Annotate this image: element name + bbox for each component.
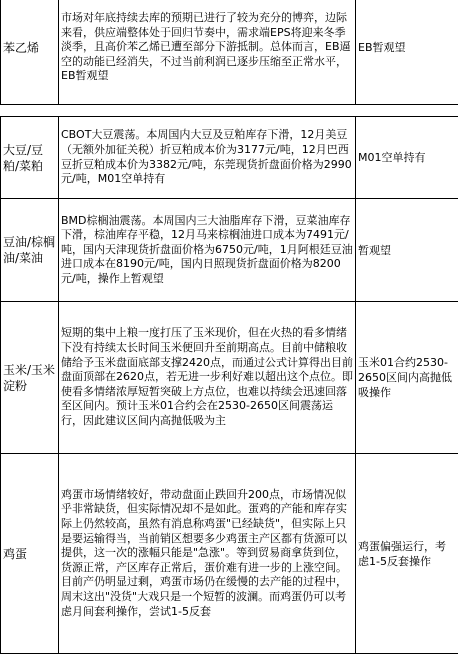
row-oils	[1, 199, 458, 302]
analysis-cell: BMD棕榈油震荡。本周国内三大油脂库存下滑，豆菜油库存下滑，棕油库存平稳，12月马来棕榈油进口成本为7491元/吨，国内天津现货折盘面价格为6750元/吨，1月阿根廷豆油进口成本在8190元/吨，国内日照现货折盘面价格为8200元/吨，操作上暂观望	[59, 199, 356, 302]
product-cell: 玉米/玉米淀粉	[1, 302, 59, 454]
analysis-cell: 市场对年底持续去库的预期已进行了较为充分的博弈，边际来看，供应端整体处于回归节奏中，需求端EPS将迎来冬季淡季，且高价苯乙烯已遭至部分下游抵制。总体而言，EB逼空的动能已经消失，不过当前利润已逐步压缩至正常水平，EB暂观望	[59, 0, 356, 105]
analysis-cell: CBOT大豆震荡。本周国内大豆及豆粕库存下滑，12月美豆（无额外加征关税）折豆粕成本价为3177元/吨，12月巴西豆折豆粕成本价为3382元/吨，东莞现货折盘面价格为2990元/吨，M01空单持有	[59, 117, 356, 199]
analysis-cell: 鸡蛋市场情绪较好，带动盘面止跌回升200点，市场情况似乎非常缺货，但实际情况却不是如此。蛋鸡的产能和库存实际上仍然较高，虽然有消息称鸡蛋"已经缺货"，但实际上只是要运输得当，当前销区想要多少鸡蛋主产区都有货源可以提供，这一次的涨幅只能是"急涨"。等到贸易商拿货到位，货源正常，产区库存正常后，蛋价难有进一步的上涨空间。目前产仍明显过剩，鸡蛋市场仍在缓慢的去产能的过程中，周末这出"没货"大戏只是一个短暂的波澜。而鸡蛋仍可以考虑月间套利操作，尝试1-5反套	[59, 454, 356, 654]
product-cell: 豆油/棕榈油/菜油	[1, 199, 59, 302]
strategy-cell: M01空单持有	[356, 117, 458, 199]
row-egg	[1, 454, 458, 654]
row-styrene	[0, 0, 458, 105]
row-soybean	[1, 117, 458, 199]
commodity-table	[0, 116, 458, 654]
product-cell: 鸡蛋	[1, 454, 59, 654]
product-cell: 大豆/豆粕/菜粕	[1, 117, 59, 199]
analysis-cell: 短期的集中上粮一度打压了玉米现价，但在火热的看多情绪下没有持续太长时间玉米便回升至前期高点。目前中储粮收储给予玉米盘面底部支撑2420点，而通过公式计算得出目前盘面顶部在2620点，若无进一步利好难以超出这个点位。即使看多情绪浓厚短暂突破上方点位，也难以持续会迅速回落至区间内。预计玉米01合约会在2530-2650区间震荡运行，因此建议区间内高抛低吸为主	[59, 302, 356, 454]
strategy-cell: 鸡蛋偏强运行，考虑1-5反套操作	[356, 454, 458, 654]
product-cell: 苯乙烯	[1, 0, 59, 105]
strategy-cell: EB暂观望	[356, 0, 458, 105]
strategy-cell: 暂观望	[356, 199, 458, 302]
strategy-cell: 玉米01合约2530-2650区间内高抛低吸操作	[356, 302, 458, 454]
row-corn	[1, 302, 458, 454]
